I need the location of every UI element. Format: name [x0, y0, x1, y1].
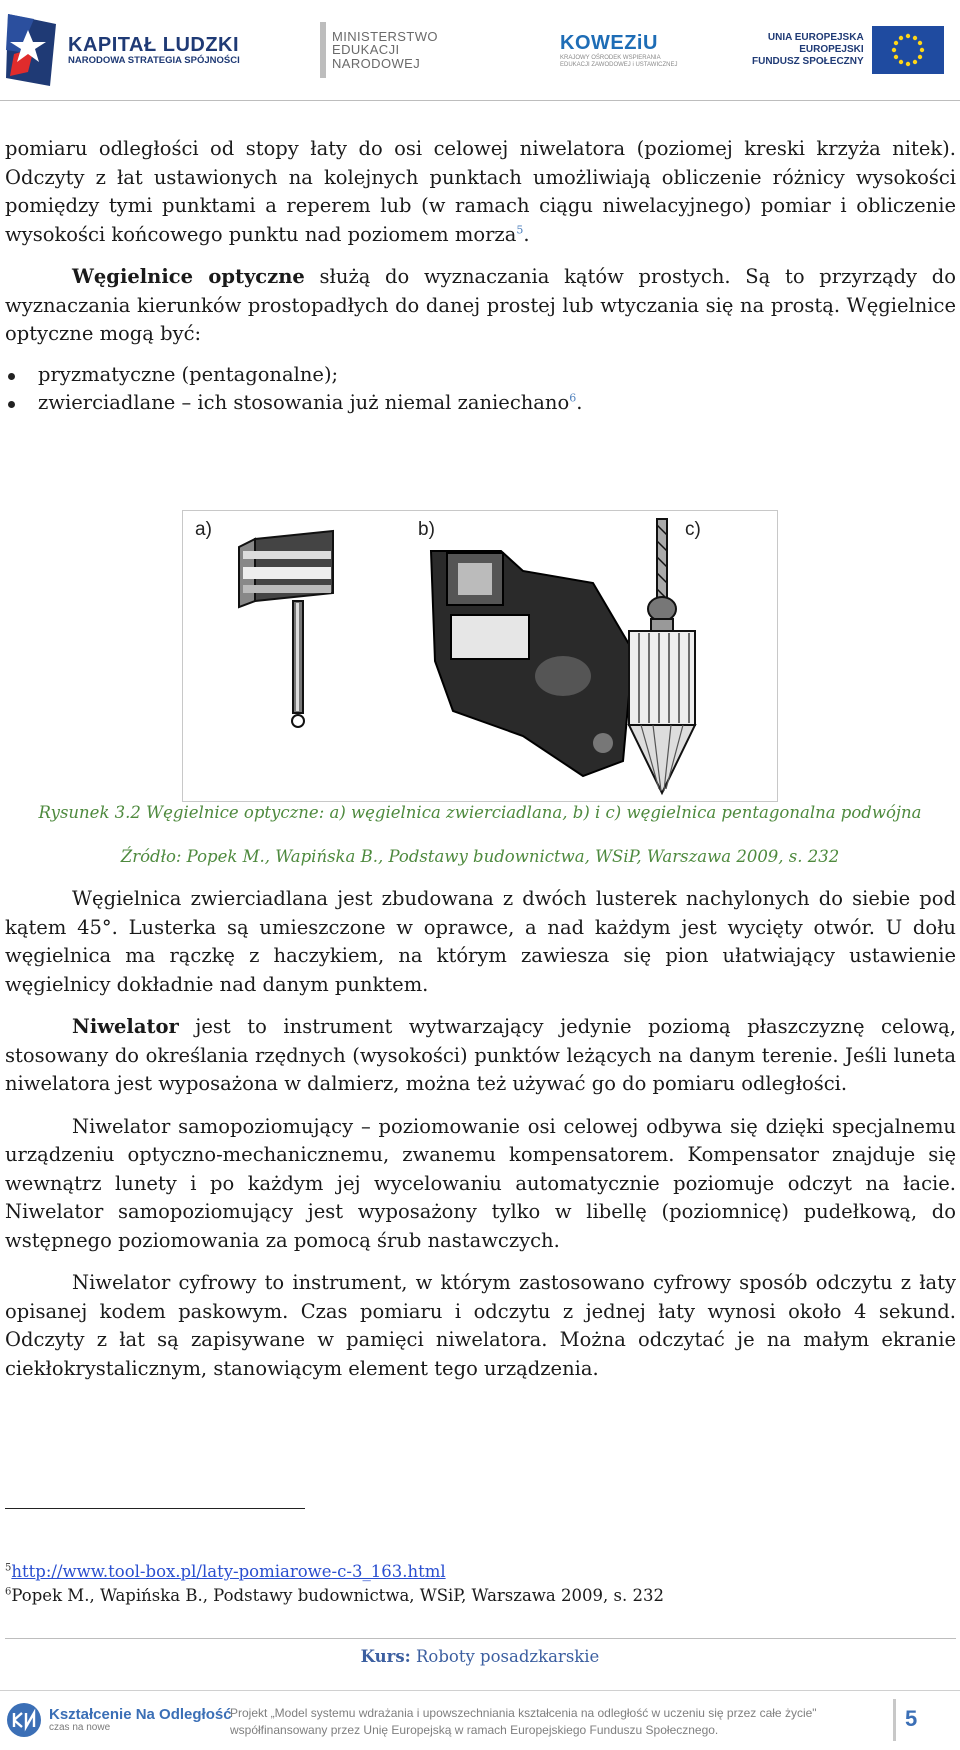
paragraph-3: Węgielnica zwierciadlana jest zbudowana z dwóch lusterek nachylonych do siebie pod kątem 45°. Lusterka są umieszczone w oprawce, a nad każdym jest wycięty otwór. U dołu węgielnica ma rączkę z haczykiem, na którym zawiesza się pion ułatwiający ustawienie węgielnicy dokładnie nad danym punktem. — [5, 887, 956, 996]
pentagonal-square-b-drawing — [431, 551, 633, 776]
optical-squares-illustration — [183, 511, 777, 801]
paragraph-2 — [5, 263, 956, 349]
paragraph-6: Niwelator cyfrowy to instrument, w którym zastosowano cyfrowy sposób odczytu z łaty opisanej kodem paskowym. Czas pomiaru i odczytu z jednej łaty wynosi około 4 sekund. Odczyty z łat są zapisywane w pamięci niwelatora. Można odczytać je na małym ekranie ciekłokrystalicznym, stanowiącym element tego urządzenia. — [5, 1271, 956, 1380]
main-content — [5, 135, 956, 418]
kapital-ludzki-logo — [4, 8, 240, 92]
footnote-6-number: 6 — [5, 1586, 12, 1598]
paragraph-1-end: . — [523, 222, 530, 246]
figure-label-b: b) — [418, 519, 435, 540]
project-info — [230, 1705, 817, 1739]
footnote-6 — [5, 1584, 664, 1608]
footnotes — [5, 1560, 664, 1608]
footnote-5-number: 5 — [5, 1562, 12, 1574]
paragraph-4 — [5, 1013, 956, 1099]
list-item — [5, 389, 956, 418]
footnote-5 — [5, 1560, 664, 1584]
kowezu-name: KOWEZiU — [560, 31, 658, 54]
bullet-icon — [8, 401, 15, 408]
footer-divider — [893, 1699, 896, 1741]
mirror-square-drawing — [239, 531, 333, 727]
eu-logo — [752, 8, 944, 92]
list-item-end: . — [576, 391, 583, 414]
footnote-6-text: Popek M., Wapińska B., Podstawy budownictwa, WSiP, Warszawa 2009, s. 232 — [11, 1586, 664, 1605]
page-footer — [0, 1690, 960, 1750]
main-content-lower — [5, 885, 956, 1383]
paragraph-2-bold: Węgielnice optyczne — [72, 265, 305, 288]
footnote-separator — [5, 1508, 305, 1509]
pentagonal-square-c-drawing — [629, 519, 695, 793]
figure-label-a: a) — [195, 519, 212, 540]
kl-title: KAPITAŁ LUDZKI — [68, 33, 240, 56]
kowezu-logo — [560, 8, 677, 92]
paragraph-5: Niwelator samopoziomujący – poziomowanie osi celowej odbywa się dzięki specjalnemu urządzeniu optyczno-mechanicznemu, zwanemu kompensatorem. Kompensator znajduje się wewnątrz lunety i po każdym jej wycelowaniu automatycznie poziomuje odczyt na łacie. Niwelator samopoziomujący jest wyposażony tylko w libellę (poziomnicę) pudełkową, do wstępnego poziomowania za pomocą śrub nastawczych. — [5, 1114, 956, 1252]
kowezu-sub2: EDUKACJI ZAWODOWEJ i USTAWICZNEJ — [560, 61, 678, 68]
list-item-text: pryzmatyczne (pentagonalne); — [38, 362, 339, 386]
men-line3: NARODOWEJ — [332, 55, 421, 71]
figure-image — [182, 510, 778, 802]
paragraph-1-text: pomiaru odległości od stopy łaty do osi celowej niwelatora (poziomej kreski krzyża nitek). Odczyty z łat ustawionych na kolejnych punktach umożliwiają obliczenie różnicy wysokości pomiędzy tymi punktami a reperem lub (w ramach ciągu niwelacyjnego) pomiar i obliczenie wysokości końcowego punktu nad poziomem morza — [5, 137, 956, 246]
paragraph-1 — [5, 135, 956, 249]
men-line1: MINISTERSTWO — [332, 28, 438, 44]
ue-line2: EUROPEJSKI — [799, 44, 864, 55]
figure-source: Źródło: Popek M., Wapińska B., Podstawy budownictwa, WSiP, Warszawa 2009, s. 232 — [120, 847, 840, 866]
list-item — [5, 361, 956, 390]
kl-subtitle: NARODOWA STRATEGIA SPÓJNOŚCI — [68, 54, 240, 66]
paragraph-4-text: jest to instrument wytwarzający jedynie poziomą płaszczyznę celową, stosowany do określania rzędnych (wysokości) punktów leżących na danym terenie. Jeśli luneta niwelatora jest wyposażona w dalmierz, można też używać go do pomiaru odległości. — [5, 1015, 956, 1095]
course-separator — [5, 1638, 956, 1639]
footnote-ref-5[interactable]: 5 — [516, 223, 524, 236]
figure-label-c: c) — [685, 519, 701, 540]
men-line2: EDUKACJI — [332, 42, 400, 58]
project-line2: współfinansowany przez Unię Europejską w ramach Europejskiego Funduszu Społecznego. — [230, 1723, 719, 1737]
page-number: 5 — [905, 1706, 918, 1731]
page-header — [0, 0, 960, 101]
course-name — [0, 1647, 960, 1666]
paragraph-2-text: służą do wyznaczania kątów prostych. Są to przyrządy do wyznaczania kierunków prostopadłych do danej prostej lub wtyczania się na prostą. Węgielnice optyczne mogą być: — [5, 265, 957, 345]
footnote-5-link[interactable]: http://www.tool-box.pl/laty-pomiarowe-c-3_163.html — [11, 1562, 446, 1581]
eu-flag-icon — [872, 26, 944, 74]
project-line1: Projekt „Model systemu wdrażania i upowszechniania kształcenia na odległość w uczeniu się przez całe życie" — [230, 1706, 817, 1720]
paragraph-4-bold: Niwelator — [72, 1015, 179, 1038]
kowezu-sub1: KRAJOWY OŚRODEK WSPIERANIA — [560, 54, 661, 61]
ue-line1: UNIA EUROPEJSKA — [767, 32, 864, 43]
figure-caption: Rysunek 3.2 Węgielnice optyczne: a) węgielnica zwierciadlana, b) i c) węgielnica pentagonalna podwójna — [38, 803, 922, 822]
kno-emblem-icon — [5, 1701, 43, 1739]
men-bar — [320, 22, 326, 78]
bullet-list — [5, 361, 956, 418]
kno-logo — [5, 1701, 232, 1739]
ue-line3: FUNDUSZ SPOŁECZNY — [752, 56, 864, 67]
course-label: Kurs: — [360, 1647, 411, 1666]
course-title: Roboty posadzkarskie — [415, 1647, 600, 1666]
kno-title: Kształcenie Na Odległość — [49, 1705, 232, 1723]
bullet-icon — [8, 373, 15, 380]
men-logo — [320, 8, 438, 92]
list-item-text: zwierciadlane – ich stosowania już niemal zaniechano — [38, 391, 570, 414]
kno-tagline: czas na nowe — [49, 1721, 111, 1733]
footnote-ref-6[interactable]: 6 — [569, 391, 577, 405]
kapital-ludzki-emblem-icon — [4, 12, 60, 88]
